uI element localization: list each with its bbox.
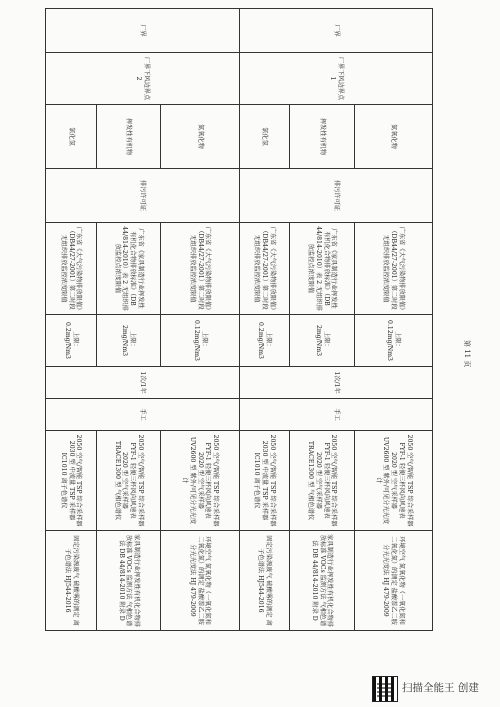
limit-cell: 上限：0.2mg/Nm3 [46,315,97,367]
limit-cell: 上限：2mg/Nm3 [96,315,161,367]
analysis-cell: 固定污染源废气 硫酸雾的测定 离子色谱法 HJ544-2016 [239,531,290,631]
location-cell: 厂界 [239,9,432,53]
equipment-cell: 2050 空气/智能 TSP 综合采样器 FYF-1 轻便三杯风向风速表 2020 型 空气采样器 UV2600 型 紫外/可见分光光度计 [354,431,432,531]
table-row [354,9,432,631]
equipment-cell: 2050 空气/智能 TSP 综合采样器 FYF-1 轻便三杯风向风速表 2020 型 空气采样器 TRACE1300 型 气相色谱仪 [290,431,355,531]
analysis-cell: 固定污染源废气 硫酸雾的测定 离子色谱法 HJ544-2016 [46,531,97,631]
location-cell: 厂界 [46,9,240,53]
equipment-cell: 2050 空气/智能 TSP 综合采样器 FYF-1 轻便三杯风向风速表 2020 型 空气采样器 UV2600 型 紫外/可见分光光度计 [161,431,239,531]
scanner-app-watermark: 扫描全能王 创建 [402,682,479,694]
table-row [161,9,239,631]
standard-cell: 广东省《大气污染物排放限值》（DB44/27-2001）第二时段无组织排放监控浓度限值 [239,223,290,315]
monitoring-table [45,8,433,631]
analysis-cell: 环境空气 氮氧化物（一氧化氮和二氧化氮）的测定 盐酸萘乙二胺分光光度法 HJ 479-2009 [161,531,239,631]
analysis-cell: 环境空气 氮氧化物（一氧化氮和二氧化氮）的测定 盐酸萘乙二胺分光光度法 HJ 479-2009 [354,531,432,631]
pollutant-cell: 氮氧化物 [354,105,432,169]
standard-cell: 广东省《大气污染物排放限值》（DB44/27-2001）第二时段无组织排放监控浓度限值 [46,223,97,315]
limit-cell: 上限：2mg/Nm3 [290,315,355,367]
limit-cell: 上限：0.12mg/Nm3 [161,315,239,367]
pollutant-cell: 挥发性有机物 [290,105,355,169]
equipment-cell: 2050 空气/智能 TSP 综合采样器 FYF-1 轻便三杯风向风速表 2020 型 空气采样器 TRACE1300 型 气相色谱仪 [96,431,161,531]
limit-cell: 上限：0.12mg/Nm3 [354,315,432,367]
standard-source-cell: 排污许可证 [239,169,432,223]
limit-cell: 上限：0.2mg/Nm3 [239,315,290,367]
method-cell: 手工 [239,399,432,431]
qr-code-icon [372,676,398,702]
method-cell: 手工 [46,399,240,431]
equipment-cell: 2050 空气/智能 TSP 综合采样器 2030 型 中流量 TSP 采样器 IC1010 离子色谱仪 [46,431,97,531]
point-cell: 厂界下风边界点 1 [239,53,432,105]
standard-cell: 广东省《家具制造行业挥发性有机化合物排放标准》（DB 44/814-2010）表 2 无组织排放监控点浓度限值 [96,223,161,315]
analysis-cell: 家具制造行业挥发性有机化合物排放标准 VOCs 监测方法 气相色谱法 DB 44/814-2010 附录 D [290,531,355,631]
frequency-cell: 1次/1年 [239,367,432,399]
frequency-cell: 1次/1年 [46,367,240,399]
equipment-cell: 2050 空气/智能 TSP 综合采样器 2030 型 中流量 TSP 采样器 IC1010 离子色谱仪 [239,431,290,531]
analysis-cell: 家具制造行业挥发性有机化合物排放标准 VOCs 监测方法 气相色谱法 DB 44/814-2010 附录 D [96,531,161,631]
page-number: 第 11 页 [463,340,471,368]
standard-cell: 广东省《家具制造行业挥发性有机化合物排放标准》（DB 44/814-2010）表 2 无组织排放监控点浓度限值 [290,223,355,315]
pollutant-cell: 氯化氢 [46,105,97,169]
standard-source-cell: 排污许可证 [46,169,240,223]
standard-cell: 广东省《大气污染物排放限值》（DB44/27-2001）第二时段无组织排放监控浓度限值 [354,223,432,315]
pollutant-cell: 氮氧化物 [161,105,239,169]
pollutant-cell: 挥发性有机物 [96,105,161,169]
pollutant-cell: 氯化氢 [239,105,290,169]
rotated-table-container [45,8,433,630]
standard-cell: 广东省《大气污染物排放限值》（DB44/27-2001）第二时段无组织排放监控浓度限值 [161,223,239,315]
point-cell: 厂界下风边界点 2 [46,53,240,105]
